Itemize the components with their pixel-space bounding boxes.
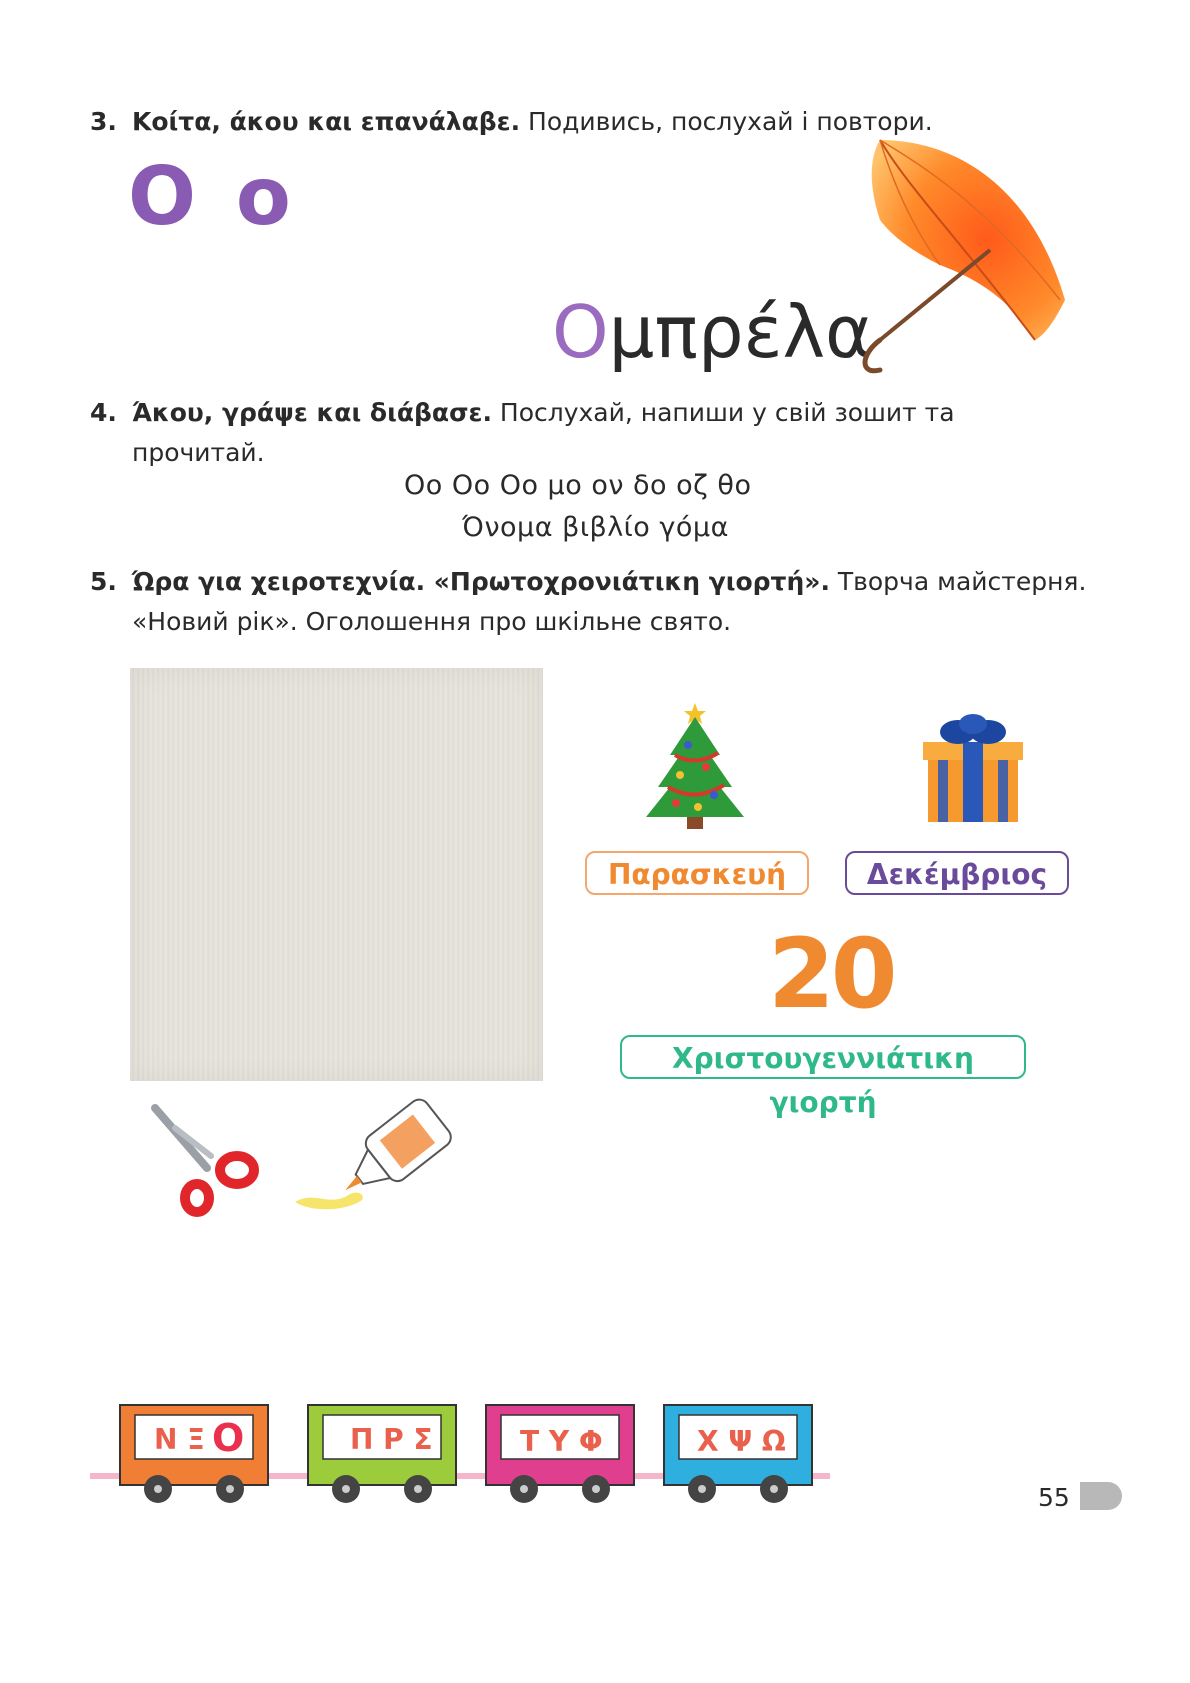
- christmas-tree-icon: [640, 695, 750, 835]
- umbrella-icon: [840, 130, 1080, 380]
- syllables-row-1: Οο Οο Οο μο ον δο οζ θο: [404, 470, 752, 501]
- word-ombrela: [552, 290, 873, 374]
- date-number: 20: [768, 918, 894, 1030]
- wagon-4-letters: Χ Ψ Ω: [697, 1425, 786, 1458]
- train-wagon-1: [120, 1405, 268, 1503]
- page-tab-marker: [1080, 1482, 1122, 1510]
- label-month: Δεκέμβριος: [845, 851, 1069, 895]
- exercise-4-instruction: [90, 393, 955, 433]
- letter-o-display: O o: [128, 150, 297, 243]
- exercise-3-instruction: [90, 102, 933, 142]
- instruction-greek: Ώρα για χειροτεχνία. «Πρωτοχρονιάτικη γιορτή».: [132, 567, 830, 596]
- instruction-ukrainian: Послухай, напиши у свій зошит та: [491, 398, 955, 427]
- glue-bottle-icon: [290, 1090, 470, 1220]
- train-wagon-2: [308, 1405, 456, 1503]
- paper-sheet: [130, 668, 543, 1081]
- instruction-ukrainian: Творча майстерня.: [829, 567, 1087, 596]
- instruction-greek: Κοίτα, άκου και επανάλαβε.: [132, 107, 521, 136]
- wagon-2-letters: Π Ρ Σ: [350, 1423, 433, 1456]
- exercise-5-instruction-line2: «Новий рік». Оголошення про шкільне свято.: [132, 607, 732, 636]
- exercise-4-instruction-line2: прочитай.: [132, 438, 265, 467]
- train-wagon-4: [664, 1405, 812, 1503]
- label-day: Παρασκευή: [585, 851, 809, 895]
- exercise-5-instruction: [90, 562, 1086, 602]
- word-first-letter: Ο: [552, 290, 609, 374]
- gift-box-icon: [918, 712, 1028, 832]
- syllables-row-2: Όνομα βιβλίο γόμα: [462, 512, 729, 543]
- exercise-number: 4.: [90, 398, 117, 427]
- instruction-ukrainian: Подивись, послухай і повтори.: [520, 107, 933, 136]
- instruction-greek: Άκου, γράψε και διάβασε.: [132, 398, 492, 427]
- page-number: 55: [1038, 1483, 1070, 1512]
- wagon-1-letters: Ν Ξ: [154, 1423, 205, 1456]
- label-event: Χριστουγεννιάτικη γιορτή: [620, 1035, 1026, 1079]
- word-rest: μπρέλα: [608, 290, 873, 374]
- train-wagon-3: [486, 1405, 634, 1503]
- alphabet-train: [90, 1395, 830, 1515]
- exercise-number: 3.: [90, 107, 117, 136]
- wagon-1-highlight: Ο: [212, 1416, 245, 1460]
- exercise-number: 5.: [90, 567, 117, 596]
- scissors-icon: [145, 1098, 265, 1218]
- wagon-3-letters: Τ Υ Φ: [520, 1425, 603, 1458]
